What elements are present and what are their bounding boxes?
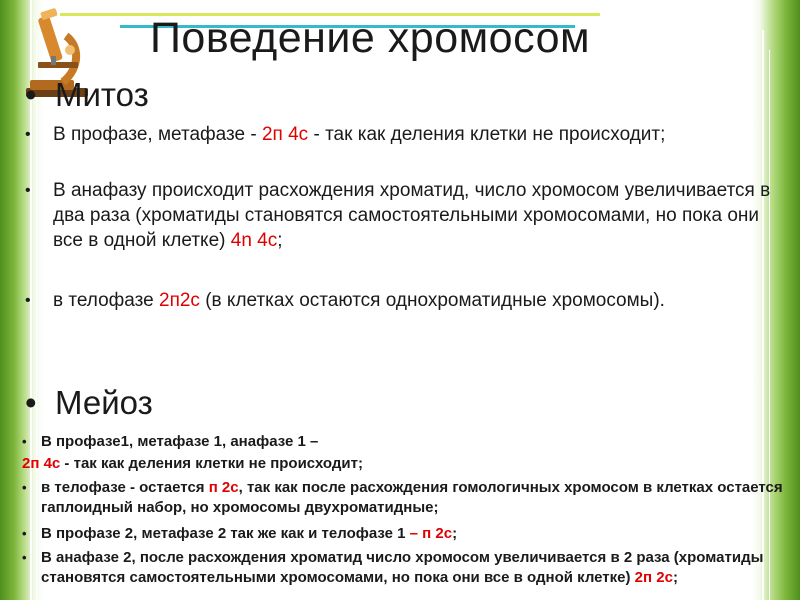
item-text: ; [452,525,458,542]
formula-red: 2п 4с [22,455,61,472]
item-text: - так как деления клетки не происходит; [60,455,363,472]
bullet-icon: • [25,182,31,199]
formula-red: – п 2с [409,525,453,542]
bullet-icon: • [25,384,37,421]
bullet-icon: • [25,126,31,143]
item-text: ; [277,230,283,251]
formula-red: 2п 4с [261,124,309,145]
item-text: в телофазе [53,290,159,311]
formula-red: 2п 2с [634,569,673,586]
formula-red: 2п2с [159,290,200,311]
heading-text: Мейоз [55,384,153,421]
mitosis-item-3 [25,288,785,313]
item-text: ; [672,569,678,586]
bullet-icon: • [22,526,27,541]
mitosis-item-1 [25,122,785,147]
item-text: - так как деления клетки не происходит; [308,124,666,145]
bullet-icon: • [25,292,31,309]
item-text: В анафазу происходит расхождения хроматид, число хромосом увеличивается в два раза (хроматиды становятся самостоятельными хромосомами, но пока они все в одной клетке) [53,180,771,251]
item-text: В профазе, метафазе - [53,124,262,145]
meiosis-line-2 [22,454,792,474]
meiosis-item-3 [22,478,792,518]
item-text: В профазе1, метафазе 1, анафазе 1 – [41,433,319,450]
item-text: в телофазе - остается [41,479,209,496]
mitosis-item-2 [25,178,785,253]
meiosis-item-5 [22,548,792,588]
heading-text: Митоз [55,76,149,113]
item-text: В анафазе 2, после расхождения хроматид число хромосом увеличивается в 2 раза (хроматиды становятся самостоятельными хромосомами, но пока они все в одной клетке) [41,549,764,586]
bullet-icon: • [25,76,37,113]
meiosis-item-1 [22,432,792,452]
item-text: , так как после расхождения гомологичных хромосом в клетках остается гаплоидный набор, но хромосомы двухроматидные; [41,479,783,516]
page-title: Поведение хромосом [150,14,591,62]
item-text: В профазе 2, метафазе 2 так же как и телофазе 1 [41,525,410,542]
meiosis-item-4 [22,524,792,544]
bullet-icon: • [22,550,27,565]
formula-red: п 2с [208,479,239,496]
item-text: (в клетках остаются однохроматидные хромосомы). [199,290,665,311]
bullet-icon: • [22,434,27,449]
formula-red: 4n 4с [230,230,278,251]
bullet-icon: • [22,480,27,495]
